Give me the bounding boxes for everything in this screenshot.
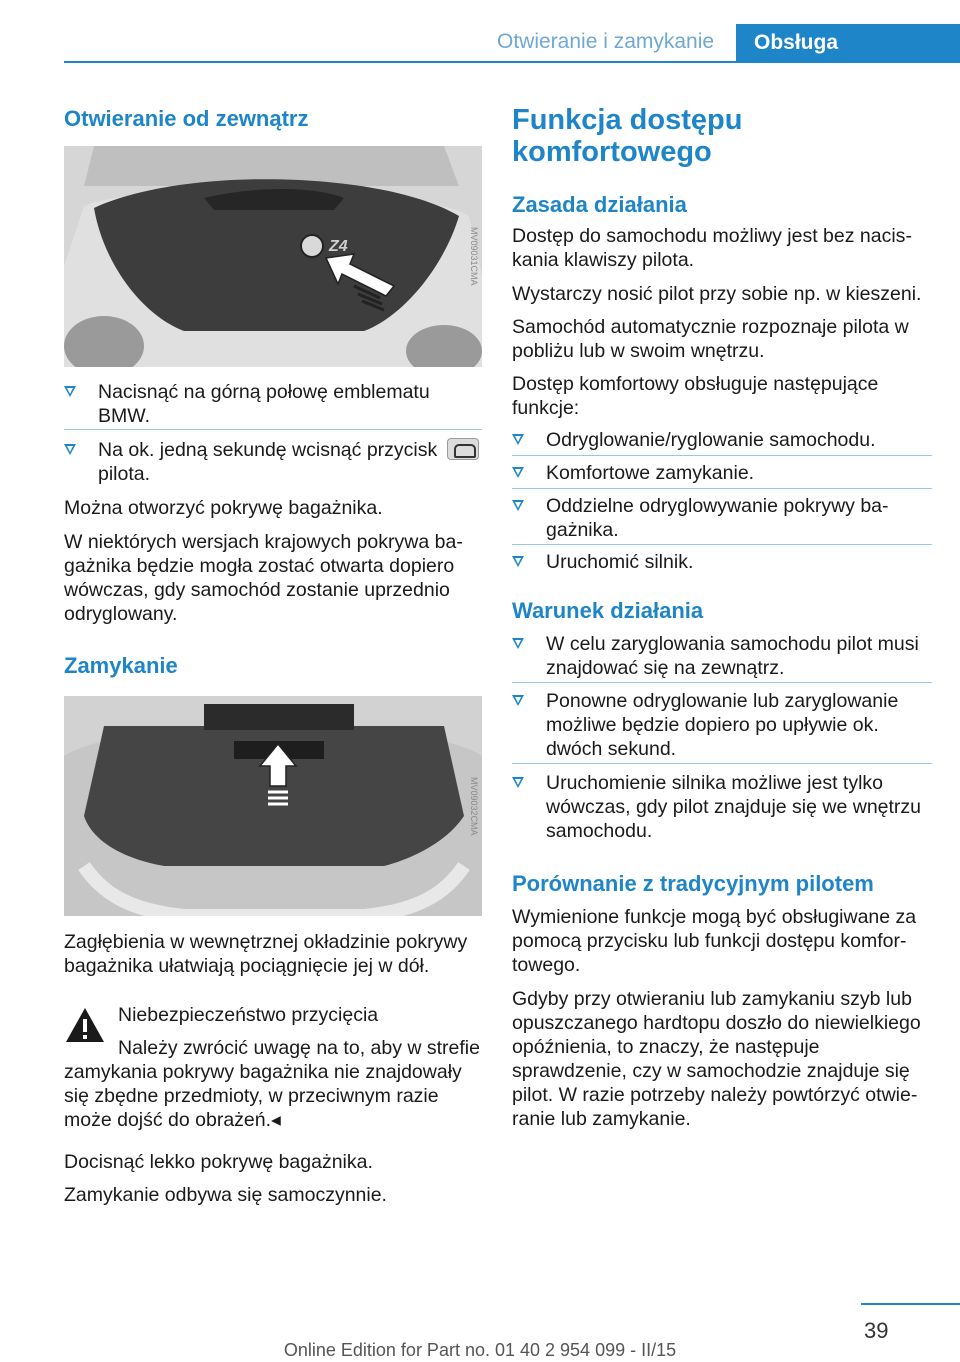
list-item bbox=[64, 380, 482, 428]
list-divider bbox=[64, 429, 482, 430]
triangle-bullet-icon bbox=[64, 386, 76, 397]
triangle-bullet-icon bbox=[512, 638, 524, 649]
triangle-bullet-icon bbox=[512, 500, 524, 511]
heading-comparison: Porównanie z tradycyjnym pilotem bbox=[512, 871, 874, 896]
triangle-bullet-icon bbox=[512, 434, 524, 445]
heading-principle: Zasada działania bbox=[512, 192, 687, 217]
list-item-text: Odryglowanie/ryglowanie samochodu. bbox=[546, 429, 876, 451]
heading-open-outside: Otwieranie od zewnątrz bbox=[64, 106, 309, 131]
list-divider bbox=[512, 488, 932, 489]
warning-triangle-icon bbox=[64, 1006, 106, 1044]
list-item-text: pilota. bbox=[98, 463, 151, 485]
list-item-text: Uruchomienie silnika możliwe jest tylko wówczas, gdy pilot znajduje się we wnętrzu samochodu. bbox=[546, 772, 922, 842]
chapter-tab bbox=[736, 24, 960, 63]
triangle-bullet-icon bbox=[512, 467, 524, 478]
figure-code: MV09032CMA bbox=[469, 776, 479, 836]
running-section-title: Otwieranie i zamykanie bbox=[497, 30, 715, 53]
list-item bbox=[512, 461, 932, 485]
paragraph: W niektórych wersjach krajowych pokrywa bagażnika będzie mogła zostać otwarta dopiero wówczas, gdy samochód zostanie uprzednio odryglowany. bbox=[64, 531, 463, 625]
list-divider bbox=[512, 544, 932, 545]
remote-trunk-button-icon bbox=[447, 438, 479, 460]
figure-code: MV09031CMA bbox=[469, 227, 479, 286]
warning-text: zamykania pokrywy bagażnika nie znajdowały się zbędne przedmioty, w przeciwnym razie może dojść do obrażeń.◂ bbox=[64, 1061, 462, 1131]
paragraph: Wymienione funkcje mogą być obsługiwane za pomocą przycisku lub funkcji dostępu komfortowego. bbox=[512, 906, 917, 976]
paragraph: Gdyby przy otwieraniu lub zamykaniu szyb lub opuszczanego hardtopu doszło do niewielkiego opóźnienia, to znaczy, że następuje sprawdzenie, czy w samochodzie znajduje się pilot. W razie potrzeby należy powtórzyć otwieranie lub zamykanie. bbox=[512, 988, 921, 1130]
chapter-tab-label: Obsługa bbox=[754, 31, 839, 54]
list-item bbox=[512, 550, 932, 574]
triangle-bullet-icon bbox=[512, 777, 524, 788]
list-item-text: Uruchomić silnik. bbox=[546, 551, 694, 573]
paragraph: Dostęp komfortowy obsługuje następujące funkcje: bbox=[512, 373, 879, 419]
paragraph: Samochód automatycznie rozpoznaje pilota w pobliżu lub w swoim wnętrzu. bbox=[512, 316, 909, 362]
list-item bbox=[512, 428, 932, 452]
list-item-text: Ponowne odryglowanie lub zaryglowanie możliwe będzie dopiero po upływie ok. dwóch sekund. bbox=[546, 690, 899, 760]
paragraph: Można otworzyć pokrywę bagażnika. bbox=[64, 497, 383, 519]
list-item-text: W celu zaryglowania samochodu pilot musi znajdować się na zewnątrz. bbox=[546, 633, 919, 679]
triangle-bullet-icon bbox=[64, 444, 76, 455]
header-rule bbox=[64, 61, 960, 63]
paragraph: Zamykanie odbywa się samoczynnie. bbox=[64, 1184, 387, 1206]
footer-edition-text: Online Edition for Part no. 01 40 2 954 099 - II/15 bbox=[283, 1340, 677, 1360]
paragraph: Wystarczy nosić pilot przy sobie np. w kieszeni. bbox=[512, 283, 922, 305]
heading-comfort-access: Funkcja dostępu komfortowego bbox=[512, 104, 743, 168]
list-item-text: Oddzielne odryglowywanie pokrywy bagażnika. bbox=[546, 495, 889, 541]
warning-text-first-line: Należy zwrócić uwagę na to, aby w strefie bbox=[118, 1037, 480, 1059]
warning-title: Niebezpieczeństwo przycięcia bbox=[118, 1004, 379, 1026]
heading-condition: Warunek działania bbox=[512, 598, 704, 623]
list-item bbox=[64, 438, 482, 486]
paragraph: Docisnąć lekko pokrywę bagażnika. bbox=[64, 1151, 373, 1173]
triangle-bullet-icon bbox=[512, 556, 524, 567]
list-divider bbox=[512, 455, 932, 456]
footer-rule bbox=[861, 1303, 960, 1305]
trunk-emblem-illustration bbox=[64, 146, 482, 367]
list-item-text: Na ok. jedną sekundę wcisnąć przycisk bbox=[98, 439, 438, 461]
trunk-lid-inside-illustration bbox=[64, 696, 482, 916]
paragraph: Dostęp do samochodu możliwy jest bez naciskania klawiszy pilota. bbox=[512, 225, 912, 271]
heading-closing: Zamykanie bbox=[64, 653, 178, 678]
figure-trunk-emblem bbox=[64, 146, 482, 367]
figure-trunk-lid-inside bbox=[64, 696, 482, 916]
svg-text:Z4: Z4 bbox=[329, 238, 348, 255]
paragraph: Zagłębienia w wewnętrznej okładzinie pokrywy bagażnika ułatwiają pociągnięcie jej w dół. bbox=[64, 931, 468, 977]
list-item bbox=[512, 494, 932, 542]
list-item-text: Nacisnąć na górną połowę emblematu BMW. bbox=[98, 381, 430, 427]
list-item bbox=[512, 689, 932, 761]
list-divider bbox=[512, 682, 932, 683]
list-item-text: Komfortowe zamykanie. bbox=[546, 462, 755, 484]
triangle-bullet-icon bbox=[512, 695, 524, 706]
list-item bbox=[512, 771, 932, 843]
page-number: 39 bbox=[864, 1318, 889, 1343]
list-divider bbox=[512, 763, 932, 764]
list-item bbox=[512, 632, 932, 680]
